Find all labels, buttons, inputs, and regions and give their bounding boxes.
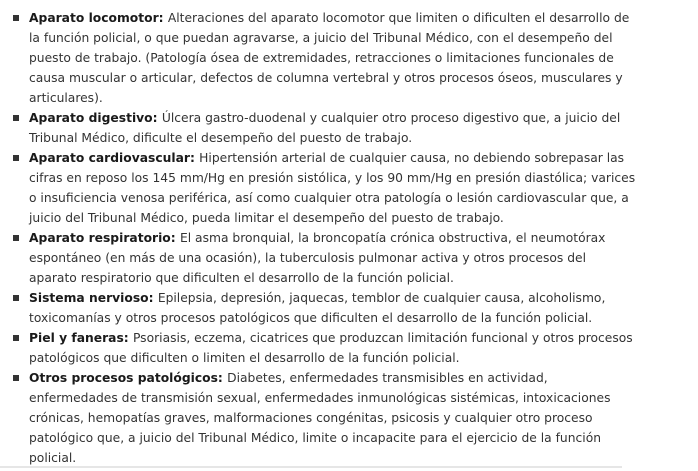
list-item-aparato-respiratorio: [0, 228, 640, 288]
item-term: Aparato cardiovascular:: [29, 151, 200, 165]
item-term: Aparato digestivo:: [29, 111, 162, 125]
list-item-aparato-digestivo: [0, 108, 640, 148]
square-bullet-icon: [13, 155, 19, 161]
item-term: Piel y faneras:: [29, 331, 133, 345]
item-term: Sistema nervioso:: [29, 291, 158, 305]
item-description: Psoriasis, eczema, cicatrices que produzcan limitación funcional y otros procesos patológicos que dificulten o limiten el desarrollo de la función policial.: [29, 331, 633, 365]
item-term: Otros procesos patológicos:: [29, 371, 228, 385]
item-description: Hipertensión arterial de cualquier causa, no debiendo sobrepasar las cifras en reposo los 145 mm/Hg en presión sistólica, y los 90 mm/Hg en presión diastólica; varices o insuficiencia venosa periférica, así como cualquier otra patología o lesión cardiovascular que, a juicio del Tribunal Médico, pueda limitar el desempeño del puesto de trabajo.: [29, 151, 636, 225]
item-description: Alteraciones del aparato locomotor que limiten o dificulten el desarrollo de la función policial, o que puedan agravarse, a juicio del Tribunal Médico, con el desempeño del puesto de trabajo. (Patología ósea de extremidades, retracciones o limitaciones funcionales de causa muscular o articular, defectos de columna vertebral y otros procesos óseos, musculares y articulares).: [29, 11, 630, 105]
list-item-aparato-cardiovascular: [0, 148, 640, 228]
square-bullet-icon: [13, 375, 19, 381]
item-term: Aparato locomotor:: [29, 11, 168, 25]
bottom-divider: [0, 466, 622, 468]
square-bullet-icon: [13, 15, 19, 21]
item-description: El asma bronquial, la broncopatía crónica obstructiva, el neumotórax espontáneo (en más de una ocasión), la tuberculosis pulmonar activa y otros procesos del aparato respiratorio que dificulten el desarrollo de la función policial.: [29, 231, 606, 285]
square-bullet-icon: [13, 335, 19, 341]
item-description: Diabetes, enfermedades transmisibles en actividad, enfermedades de transmisión sexual, enfermedades inmunológicas sistémicas, intoxicaciones crónicas, hemopatías graves, malformaciones congénitas, psicosis y cualquier otro proceso patológico que, a juicio del Tribunal Médico, limite o incapacite para el ejercicio de la función policial.: [29, 371, 611, 465]
list-item-aparato-locomotor: [0, 8, 640, 108]
square-bullet-icon: [13, 115, 19, 121]
list-item-otros-procesos-patologicos: [0, 368, 640, 468]
square-bullet-icon: [13, 235, 19, 241]
list-item-sistema-nervioso: [0, 288, 640, 328]
square-bullet-icon: [13, 295, 19, 301]
item-term: Aparato respiratorio:: [29, 231, 180, 245]
medical-exclusion-list: [0, 8, 640, 468]
item-description: Epilepsia, depresión, jaquecas, temblor de cualquier causa, alcoholismo, toxicomanías y otros procesos patológicos que dificulten el desarrollo de la función policial.: [29, 291, 606, 325]
list-item-piel-y-faneras: [0, 328, 640, 368]
item-description: Úlcera gastro-duodenal y cualquier otro proceso digestivo que, a juicio del Tribunal Médico, dificulte el desempeño del puesto de trabajo.: [29, 111, 621, 145]
